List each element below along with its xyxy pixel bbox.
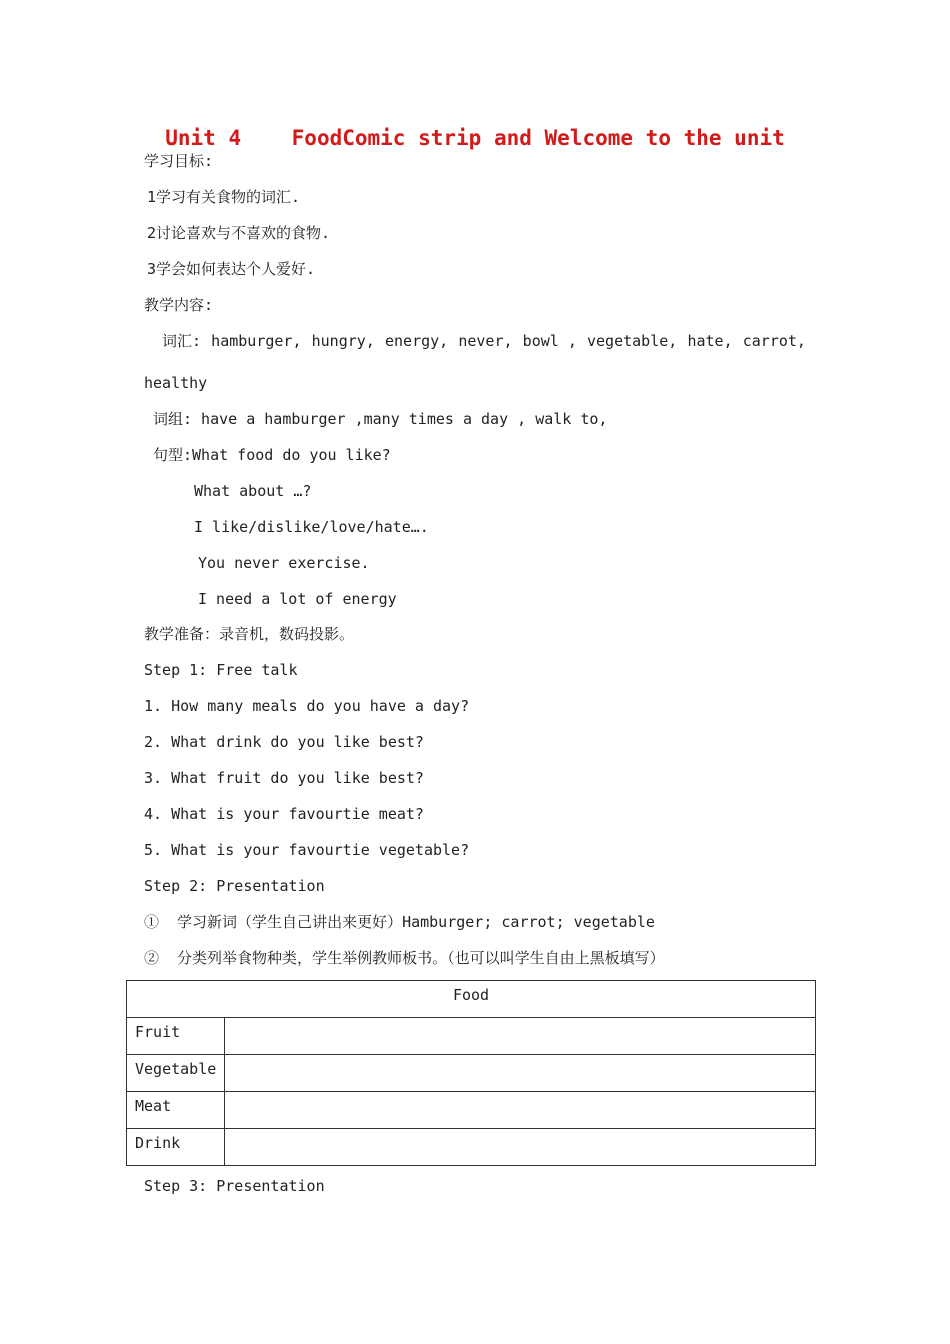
table-row-label: Vegetable: [127, 1055, 225, 1092]
table-header-cell: Food: [127, 981, 816, 1018]
table-row: [127, 1018, 816, 1055]
objective-item: 2讨论喜欢与不喜欢的食物.: [147, 224, 331, 242]
vocab-word: hate,: [687, 332, 733, 350]
step-2-item-2: ② 分类列举食物种类，学生举例教师板书。（也可以叫学生自由上黑板填写）: [144, 949, 665, 967]
vocab-word: vegetable,: [587, 332, 678, 350]
table-empty-cell: [225, 1018, 816, 1055]
prep-line: 教学准备：录音机，数码投影。: [144, 625, 355, 643]
step-2-heading: Step 2: Presentation: [144, 877, 325, 895]
vocab-word: bowl ,: [522, 332, 577, 350]
step-1-heading: Step 1: Free talk: [144, 661, 298, 679]
vocab-word: hungry,: [311, 332, 375, 350]
pattern-item: What about …?: [194, 482, 312, 500]
vocab-label: 词汇:: [162, 332, 202, 350]
phrases-line: 词组: have a hamburger ,many times a day , walk to,: [153, 410, 608, 428]
content-heading: 教学内容:: [144, 296, 214, 314]
vocab-last-word: healthy: [144, 374, 208, 392]
vocab-word: hamburger,: [211, 332, 302, 350]
vocab-line: [162, 331, 806, 351]
table-row: [127, 1055, 816, 1092]
table-row-label: Fruit: [127, 1018, 225, 1055]
table-header-row: [127, 981, 816, 1018]
patterns-line: 句型:What food do you like?: [153, 446, 391, 464]
table-empty-cell: [225, 1055, 816, 1092]
table-row-label: Drink: [127, 1129, 225, 1166]
pattern-item: I need a lot of energy: [198, 590, 397, 608]
vocab-word: carrot,: [742, 332, 806, 350]
vocab-word: never,: [458, 332, 513, 350]
vocab-word: energy,: [384, 332, 449, 350]
table-empty-cell: [225, 1092, 816, 1129]
question-item: 3. What fruit do you like best?: [144, 769, 424, 787]
document-title: Unit 4 FoodComic strip and Welcome to the unit: [165, 126, 785, 150]
step-3-heading: Step 3: Presentation: [144, 1177, 325, 1195]
question-item: 5. What is your favourtie vegetable?: [144, 841, 470, 859]
pattern-item: I like/dislike/love/hate….: [194, 518, 429, 536]
question-item: 1. How many meals do you have a day?: [144, 697, 470, 715]
table-empty-cell: [225, 1129, 816, 1166]
objective-item: 1学习有关食物的词汇.: [147, 188, 301, 206]
food-table: [126, 980, 816, 1166]
question-item: 2. What drink do you like best?: [144, 733, 424, 751]
table-row: [127, 1129, 816, 1166]
pattern-item: You never exercise.: [198, 554, 370, 572]
step-2-item-1: ① 学习新词（学生自己讲出来更好）Hamburger; carrot; vegetable: [144, 913, 655, 931]
table-row: [127, 1092, 816, 1129]
question-item: 4. What is your favourtie meat?: [144, 805, 424, 823]
table-row-label: Meat: [127, 1092, 225, 1129]
objective-item: 3学会如何表达个人爱好.: [147, 260, 316, 278]
objectives-heading: 学习目标:: [144, 152, 214, 170]
